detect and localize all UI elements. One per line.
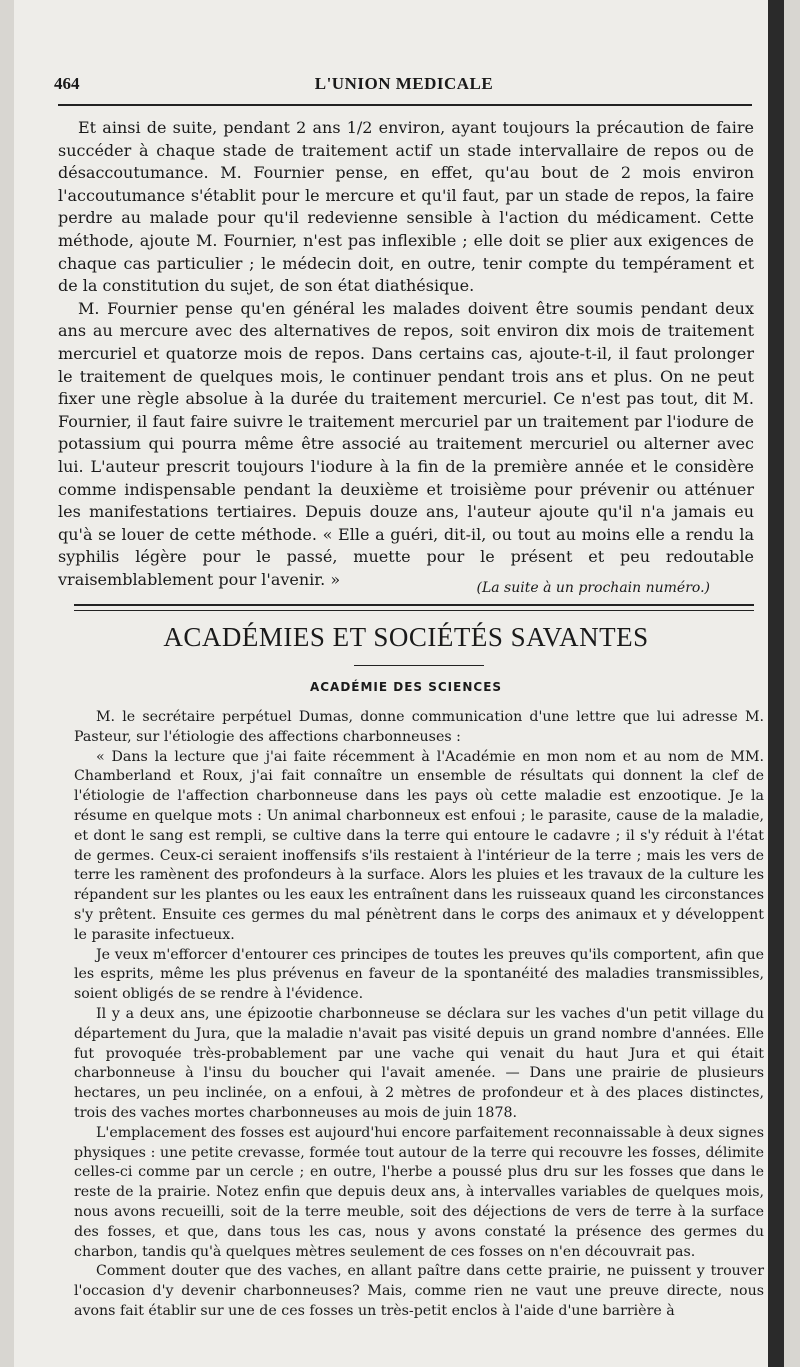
document-page xyxy=(14,0,784,1367)
page-number: 464 xyxy=(54,74,80,93)
header-rule xyxy=(58,104,752,106)
article-continuation xyxy=(58,117,754,591)
continuation-note: (La suite à un prochain numéro.) xyxy=(476,580,710,596)
paragraph: Comment douter que des vaches, en allant paître dans cette prairie, ne puissent y trouver l'occasion d'y devenir charbonneuses? Mais, comme rien ne vaut une preuve directe, nous avons fait établir sur une de ces fosses un très-petit enclos à l'aide d'une barrière à xyxy=(74,1263,764,1319)
section-subtitle: ACADÉMIE DES SCIENCES xyxy=(309,680,503,694)
page-header xyxy=(54,74,754,98)
paragraph: « Dans la lecture que j'ai faite récemment à l'Académie en mon nom et au nom de MM. Chamberland et Roux, j'ai fait connaître un ensemble de résultats qui donnent la clef de l'étiologie de l'affection charbonneuse dans les pays où cette maladie est enzootique. Je la résume en quelque mots : Un animal charbonneux est enfoui ; le parasite, cause de la maladie, et dont le sang est rempli, se cultive dans la terre qui entoure le cadavre ; il s'y réduit à l'état de germes. Ceux-ci seraient inoffensifs s'ils restaient à l'intérieur de la terre ; mais les vers de terre les ramènent des profondeurs à la surface. Alors les pluies et les travaux de la culture les répandent sur les plantes ou les eaux les entraînent dans les ruisseaux quand les circonstances s'y prêtent. Ensuite ces germes du mal pénètrent dans le corps des animaux et y développent le parasite infectueux. xyxy=(74,748,764,943)
title-rule xyxy=(354,665,484,666)
paragraph: M. le secrétaire perpétuel Dumas, donne communication d'une lettre que lui adresse M. Pasteur, sur l'étiologie des affections charbonneuses : xyxy=(74,709,764,745)
section-title: ACADÉMIES ET SOCIÉTÉS SAVANTES xyxy=(163,622,649,652)
journal-title: L'UNION MEDICALE xyxy=(314,74,494,93)
paragraph: M. Fournier pense qu'en général les malades doivent être soumis pendant deux ans au mercure avec des alternatives de repos, soit environ dix mois de traitement mercuriel et quatorze mois de repos. Dans certains cas, ajoute-t-il, il faut prolonger le traitement de quelques mois, le continuer pendant trois ans et plus. On ne peut fixer une règle absolue à la durée du traitement mercuriel. Ce n'est pas tout, dit M. Fournier, il faut faire suivre le traitement mercuriel par un traitement par l'iodure de potassium qui pourra même être associé au traitement mercuriel ou alterner avec lui. L'auteur prescrit toujours l'iodure à la fin de la première année et le considère comme indispensable pendant la deuxième et troisième pour prévenir ou atténuer les manifestations tertiaires. Depuis douze ans, l'auteur ajoute qu'il n'a jamais eu qu'à se louer de cette méthode. « Elle a guéri, dit-il, ou tout au moins elle a rendu la syphilis légère pour le passé, muette pour le présent et peu redoutable vraisemblablement pour l'avenir. » xyxy=(58,298,754,589)
binding-edge xyxy=(768,0,784,1367)
section-divider xyxy=(74,604,754,611)
paragraph: Il y a deux ans, une épizootie charbonneuse se déclara sur les vaches d'un petit village du département du Jura, que la maladie n'avait pas visité depuis un grand nombre d'années. Elle fut provoquée très-probablement par une vache qui venait du haut Jura et qui était charbonneuse à l'insu du boucher qui l'avait amenée. — Dans une prairie de plusieurs hectares, un peu inclinée, on a enfoui, à 2 mètres de profondeur et à des places distinctes, trois des vaches mortes charbonneuses au mois de juin 1878. xyxy=(74,1005,764,1121)
paragraph: Et ainsi de suite, pendant 2 ans 1/2 environ, ayant toujours la précaution de faire succéder à chaque stade de traitement actif un stade intervallaire de repos ou de désaccoutumance. M. Fournier pense, en effet, qu'au bout de 2 mois environ l'accoutumance s'établit pour le mercure et qu'il faut, par un stade de repos, la faire perdre au malade pour qu'il redevienne sensible à l'action du médicament. Cette méthode, ajoute M. Fournier, n'est pas inflexible ; elle doit se plier aux exigences de chaque cas particulier ; le médecin doit, en outre, tenir compte du tempérament et de la constitution du sujet, de son état diathésique. xyxy=(58,118,754,296)
paragraph: L'emplacement des fosses est aujourd'hui encore parfaitement reconnaissable à deux signes physiques : une petite crevasse, formée tout autour de la terre qui recouvre les fosses, délimite celles-ci comme par un cercle ; en outre, l'herbe a poussé plus dru sur les fosses que dans le reste de la prairie. Notez enfin que depuis deux ans, à intervalles variables de quelques mois, nous avons recueilli, soit de la terre meuble, soit des déjections de vers de terre à la surface des fosses, et que, dans tous les cas, nous y avons constaté la présence des germes du charbon, tandis qu'à quelques mètres seulement de ces fosses on n'en découvrait pas. xyxy=(74,1124,764,1260)
paragraph: Je veux m'efforcer d'entourer ces principes de toutes les preuves qu'ils comportent, afin que les esprits, même les plus prévenus en faveur de la spontanéité des maladies transmissibles, soient obligés de se rendre à l'évidence. xyxy=(74,946,764,1003)
academy-report xyxy=(74,708,764,1322)
